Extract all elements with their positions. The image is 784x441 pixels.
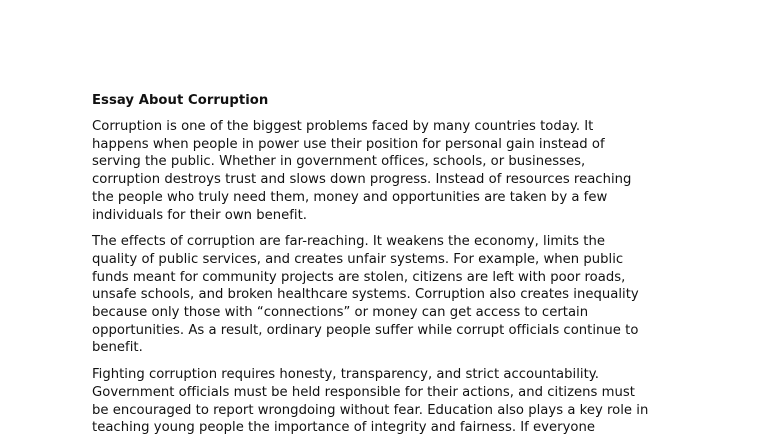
paragraph-3-line-3: be encouraged to report wrongdoing without fear. Education also plays a key role in — [92, 402, 649, 418]
paragraph-1 — [92, 118, 692, 224]
paragraph-2-line-5: because only those with “connections” or money can get access to certain — [92, 305, 589, 321]
paragraph-3 — [92, 366, 692, 437]
paragraph-1-line-2: happens when people in power use their position for personal gain instead of — [92, 136, 605, 152]
paragraph-1-line-3: serving the public. Whether in government offices, schools, or businesses, — [92, 154, 586, 170]
paragraph-2-line-3: funds meant for community projects are stolen, citizens are left with poor roads, — [92, 269, 626, 285]
document-body — [92, 92, 692, 441]
paragraph-2 — [92, 233, 692, 357]
paragraph-2-line-7: benefit. — [92, 340, 143, 356]
paragraph-3-line-4: teaching young people the importance of integrity and fairness. If everyone — [92, 420, 596, 436]
paragraph-1-line-5: the people who truly need them, money and opportunities are taken by a few — [92, 189, 608, 205]
paragraph-3-line-1: Fighting corruption requires honesty, transparency, and strict accountability. — [92, 367, 599, 383]
paragraph-1-line-6: individuals for their own benefit. — [92, 207, 308, 223]
paragraph-1-line-4: corruption destroys trust and slows down progress. Instead of resources reaching — [92, 172, 632, 188]
paragraph-2-line-1: The effects of corruption are far-reaching. It weakens the economy, limits the — [92, 234, 605, 250]
document-title: Essay About Corruption — [92, 93, 269, 108]
paragraph-2-line-4: unsafe schools, and broken healthcare systems. Corruption also creates inequality — [92, 287, 639, 303]
paragraph-2-line-6: opportunities. As a result, ordinary people suffer while corrupt officials continue to — [92, 322, 639, 338]
paragraph-2-line-2: quality of public services, and creates unfair systems. For example, when public — [92, 251, 624, 267]
paragraph-3-line-2: Government officials must be held responsible for their actions, and citizens must — [92, 384, 635, 400]
paragraph-1-line-1: Corruption is one of the biggest problems faced by many countries today. It — [92, 119, 594, 134]
